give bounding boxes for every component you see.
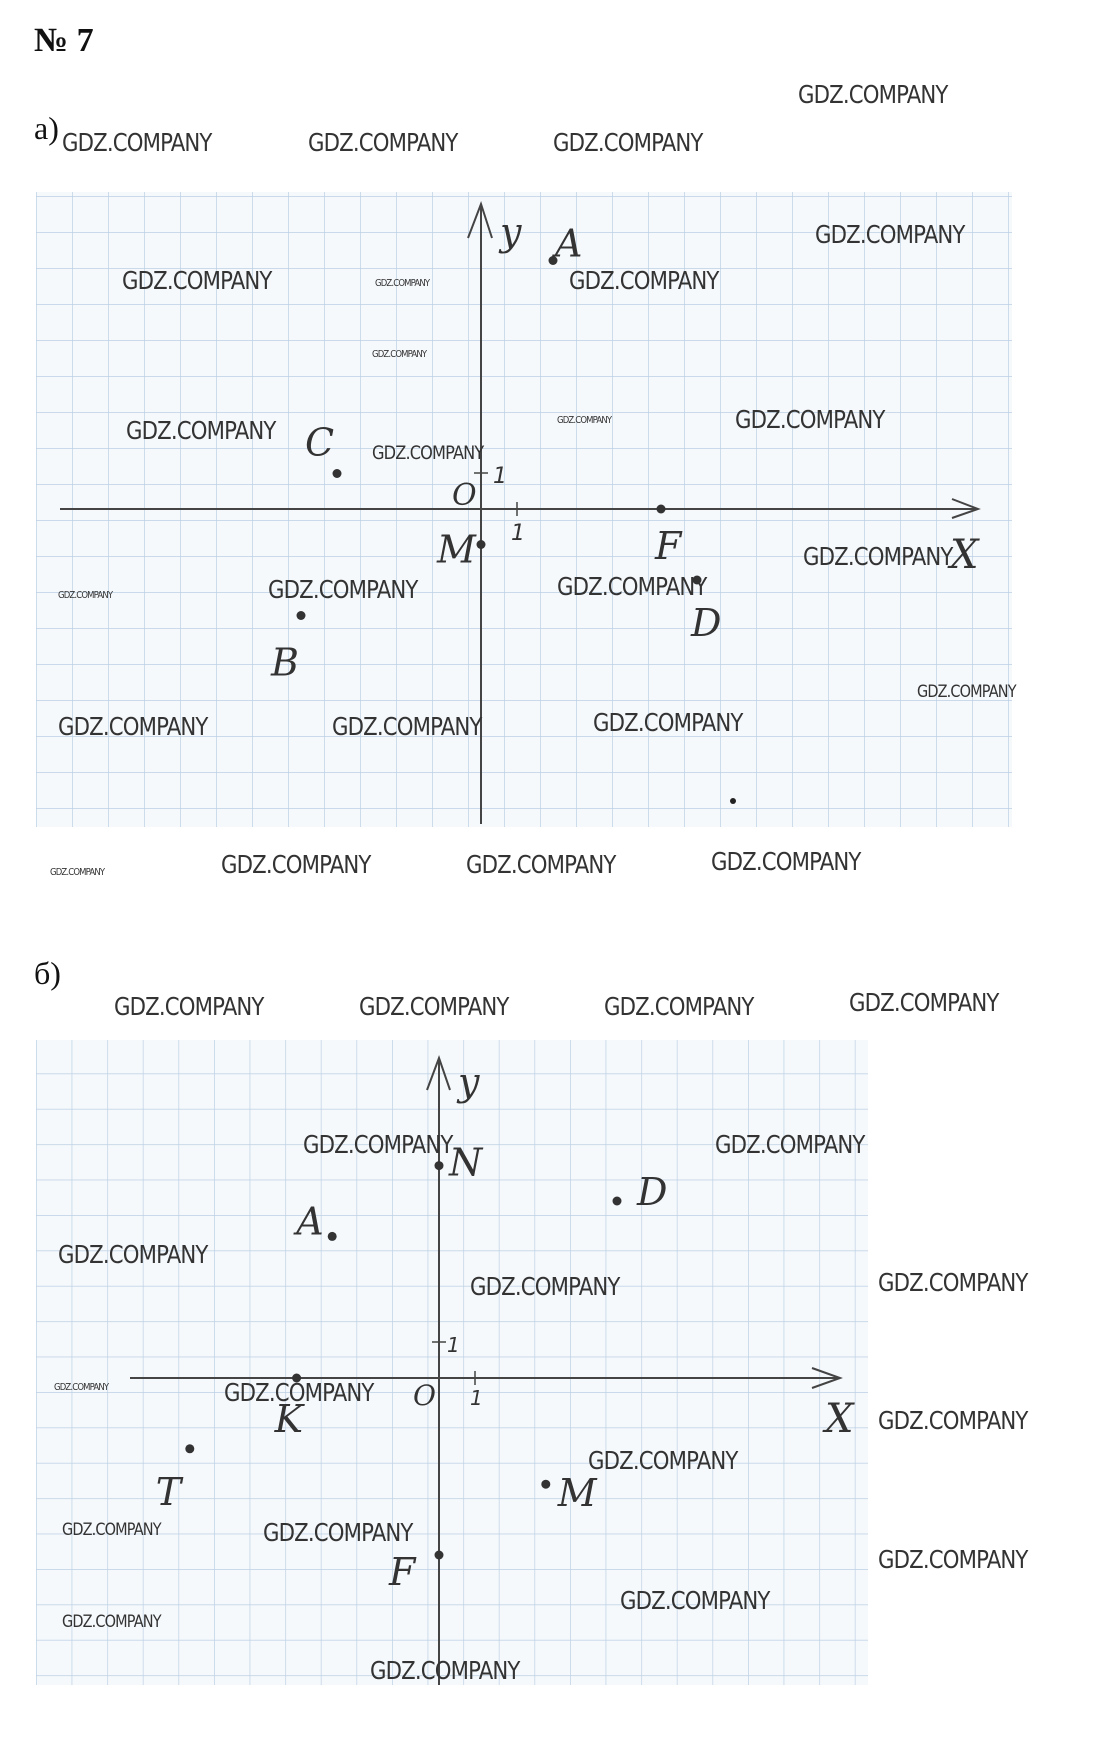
x-axis-label-a: X	[950, 532, 979, 578]
watermark: GDZ.COMPANY	[588, 1446, 738, 1475]
point-k-label: K	[274, 1397, 303, 1441]
origin-label-a: O	[452, 478, 477, 513]
watermark: GDZ.COMPANY	[50, 867, 105, 878]
point-d-label: D	[637, 1170, 668, 1214]
watermark: GDZ.COMPANY	[221, 850, 371, 879]
watermark: GDZ.COMPANY	[470, 1272, 620, 1301]
watermark: GDZ.COMPANY	[122, 266, 272, 295]
part-b-label: б)	[34, 955, 61, 991]
watermark: GDZ.COMPANY	[803, 542, 953, 571]
point-b-label: B	[271, 640, 299, 685]
watermark: GDZ.COMPANY	[58, 712, 208, 741]
watermark: GDZ.COMPANY	[126, 416, 276, 445]
watermark: GDZ.COMPANY	[466, 850, 616, 879]
unit-x-label-a: 1	[511, 521, 525, 546]
watermark: GDZ.COMPANY	[263, 1518, 413, 1547]
watermark: GDZ.COMPANY	[58, 590, 113, 601]
watermark: GDZ.COMPANY	[372, 442, 484, 464]
y-axis-label-a: y	[500, 210, 522, 254]
part-a-label: а)	[34, 110, 59, 146]
watermark: GDZ.COMPANY	[815, 220, 965, 249]
point-a-label: A	[555, 221, 583, 266]
point-f-marker	[435, 1551, 444, 1560]
unit-y-label-b: 1	[447, 1333, 460, 1357]
x-axis-label-b: X	[825, 1396, 854, 1442]
point-m-label: M	[437, 527, 476, 572]
point-f-marker	[657, 505, 666, 514]
point-m-marker	[477, 540, 486, 549]
point-a-marker	[328, 1232, 337, 1241]
point-n-marker	[435, 1161, 444, 1170]
point-m-marker	[541, 1480, 550, 1489]
watermark: GDZ.COMPANY	[878, 1268, 1028, 1297]
watermark: GDZ.COMPANY	[332, 712, 482, 741]
watermark: GDZ.COMPANY	[849, 988, 999, 1017]
watermark: GDZ.COMPANY	[370, 1656, 520, 1685]
unit-x-label-b: 1	[470, 1386, 483, 1410]
point-t-label: T	[155, 1469, 182, 1514]
point-a-label: A	[296, 1199, 324, 1244]
task-number: № 7	[34, 22, 94, 59]
point-f-label: F	[389, 1550, 416, 1594]
watermark: GDZ.COMPANY	[62, 128, 212, 157]
point-c-marker	[333, 469, 342, 478]
watermark: GDZ.COMPANY	[878, 1545, 1028, 1574]
watermark: GDZ.COMPANY	[224, 1378, 374, 1407]
watermark: GDZ.COMPANY	[557, 572, 707, 601]
y-axis-label-b: y	[458, 1060, 480, 1104]
watermark: GDZ.COMPANY	[798, 80, 948, 109]
watermark: GDZ.COMPANY	[593, 708, 743, 737]
watermark: GDZ.COMPANY	[359, 992, 509, 1021]
watermark: GDZ.COMPANY	[604, 992, 754, 1021]
watermark: GDZ.COMPANY	[569, 266, 719, 295]
watermark: GDZ.COMPANY	[735, 405, 885, 434]
watermark: GDZ.COMPANY	[372, 349, 427, 360]
watermark: GDZ.COMPANY	[54, 1382, 109, 1393]
watermark: GDZ.COMPANY	[114, 992, 264, 1021]
watermark: GDZ.COMPANY	[62, 1612, 161, 1632]
watermark: GDZ.COMPANY	[268, 575, 418, 604]
watermark: GDZ.COMPANY	[62, 1520, 161, 1540]
watermark: GDZ.COMPANY	[620, 1586, 770, 1615]
point-n-label: N	[449, 1140, 483, 1185]
watermark: GDZ.COMPANY	[715, 1130, 865, 1159]
point-d-marker	[613, 1197, 622, 1206]
watermark: GDZ.COMPANY	[557, 415, 612, 426]
point-d-label: D	[691, 601, 722, 645]
point-f-label: F	[655, 524, 682, 568]
point-b-marker	[297, 611, 306, 620]
watermark: GDZ.COMPANY	[917, 682, 1016, 702]
stray-dot	[730, 798, 736, 804]
watermark: GDZ.COMPANY	[711, 847, 861, 876]
watermark: GDZ.COMPANY	[375, 278, 430, 289]
origin-label-b: O	[413, 1379, 436, 1412]
point-m-label: M	[557, 1471, 597, 1516]
unit-y-label-a: 1	[493, 464, 507, 489]
watermark: GDZ.COMPANY	[303, 1130, 453, 1159]
point-t-marker	[185, 1444, 194, 1453]
watermark: GDZ.COMPANY	[553, 128, 703, 157]
watermark: GDZ.COMPANY	[58, 1240, 208, 1269]
watermark: GDZ.COMPANY	[308, 128, 458, 157]
point-c-label: C	[305, 420, 335, 465]
watermark: GDZ.COMPANY	[878, 1406, 1028, 1435]
